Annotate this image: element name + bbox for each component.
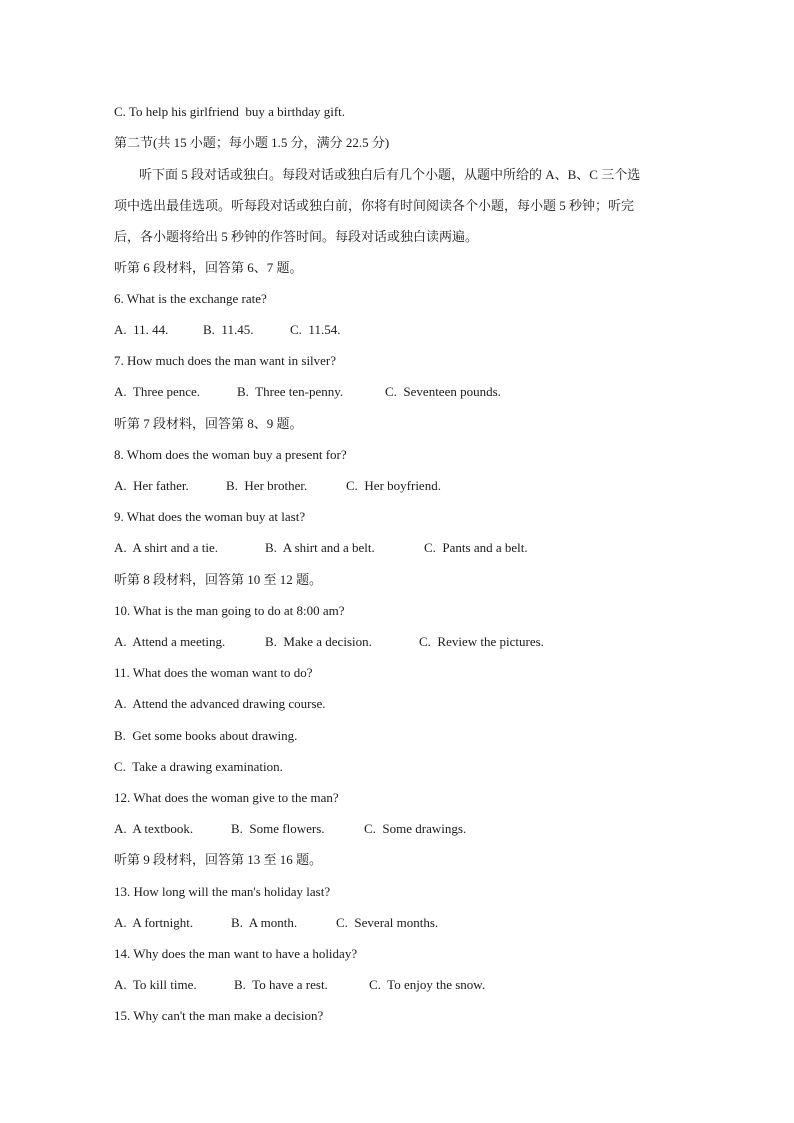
option-b: B. Some flowers.	[231, 821, 325, 836]
question-9: 9. What does the woman buy at last?	[114, 509, 306, 524]
question-10: 10. What is the man going to do at 8:00 am?	[114, 603, 345, 618]
option-a: A. A fortnight.	[114, 915, 194, 930]
option-b: B. A shirt and a belt.	[265, 540, 375, 555]
question-7: 7. How much does the man want in silver?	[114, 353, 337, 368]
option-c: C. Seventeen pounds.	[385, 384, 501, 399]
question-6: 6. What is the exchange rate?	[114, 291, 267, 306]
instructions-line-3: 后，各小题将给出 5 秒钟的作答时间。每段对话或独白读两遍。	[114, 229, 479, 244]
option-b: B. A month.	[231, 915, 298, 930]
q5-option-c: C. To help his girlfriend buy a birthday gift.	[114, 104, 346, 119]
instructions-line-1: 听下面 5 段对话或独白。每段对话或独白后有几个小题，从题中所给的 A、B、C 三个选	[139, 167, 641, 182]
option-b: B. 11.45.	[203, 322, 254, 337]
option-c: C. 11.54.	[290, 322, 341, 337]
option-c: C. Pants and a belt.	[424, 540, 528, 555]
question-14: 14. Why does the man want to have a holiday?	[114, 946, 358, 961]
option-c: C. To enjoy the snow.	[369, 977, 486, 992]
option-b: B. To have a rest.	[234, 977, 328, 992]
option-c: C. Some drawings.	[364, 821, 467, 836]
question-11: 11. What does the woman want to do?	[114, 665, 313, 680]
question-12: 12. What does the woman give to the man?	[114, 790, 339, 805]
question-11-option-b: B. Get some books about drawing.	[114, 728, 298, 743]
option-b: B. Make a decision.	[265, 634, 372, 649]
option-b: B. Her brother.	[226, 478, 308, 493]
passage-6-heading: 听第 6 段材料，回答第 6、7 题。	[114, 260, 303, 275]
instructions-line-2: 项中选出最佳选项。听每段对话或独白前，你将有时间阅读各个小题，每小题 5 秒钟；听完	[114, 198, 635, 213]
option-a: A. To kill time.	[114, 977, 197, 992]
option-a: A. A shirt and a tie.	[114, 540, 218, 555]
option-a: A. Three pence.	[114, 384, 201, 399]
option-c: C. Her boyfriend.	[346, 478, 441, 493]
option-b: B. Three ten-penny.	[237, 384, 344, 399]
passage-8-heading: 听第 8 段材料，回答第 10 至 12 题。	[114, 572, 323, 587]
question-15: 15. Why can't the man make a decision?	[114, 1008, 324, 1023]
question-11-option-c: C. Take a drawing examination.	[114, 759, 283, 774]
option-a: A. 11. 44.	[114, 322, 169, 337]
option-c: C. Several months.	[336, 915, 439, 930]
section-heading: 第二节(共 15 小题；每小题 1.5 分，满分 22.5 分)	[114, 135, 390, 150]
question-8: 8. Whom does the woman buy a present for?	[114, 447, 347, 462]
question-11-option-a: A. Attend the advanced drawing course.	[114, 696, 326, 711]
passage-7-heading: 听第 7 段材料，回答第 8、9 题。	[114, 416, 303, 431]
question-13: 13. How long will the man's holiday last?	[114, 884, 331, 899]
option-a: A. Her father.	[114, 478, 189, 493]
passage-9-heading: 听第 9 段材料，回答第 13 至 16 题。	[114, 852, 323, 867]
option-c: C. Review the pictures.	[419, 634, 544, 649]
option-a: A. A textbook.	[114, 821, 194, 836]
option-a: A. Attend a meeting.	[114, 634, 226, 649]
